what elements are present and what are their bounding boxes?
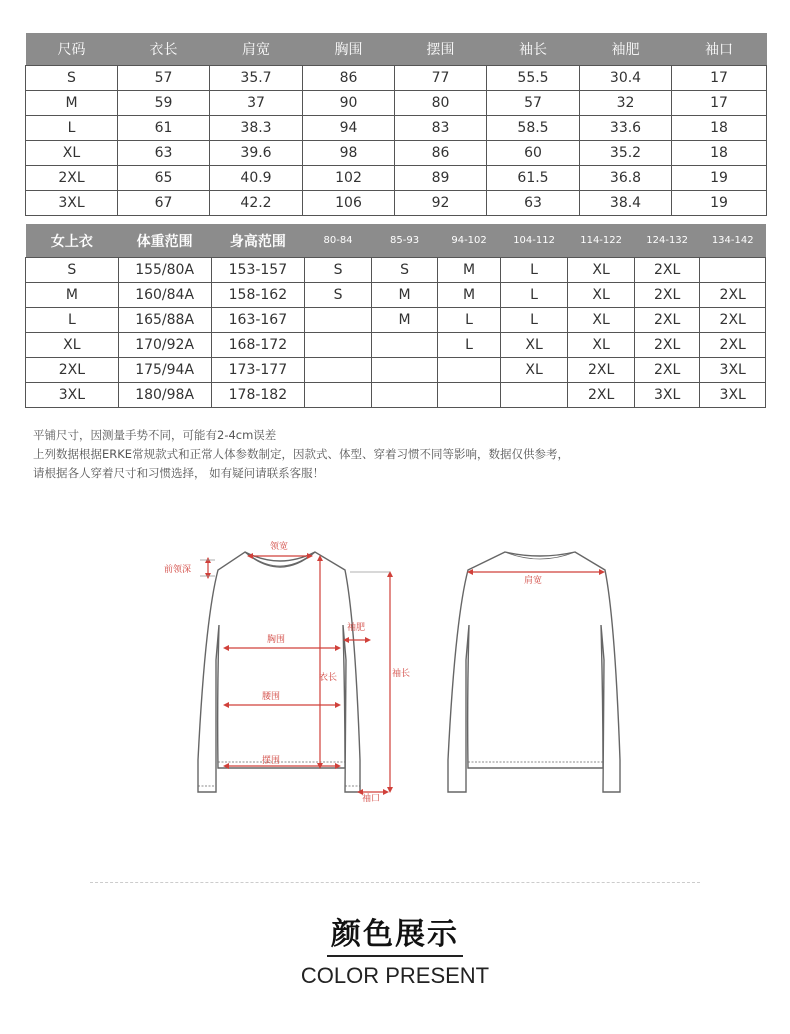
table-cell: 65 xyxy=(118,166,210,191)
table-cell: L xyxy=(500,308,568,333)
color-section-title-text: 颜色展示 xyxy=(327,917,463,957)
column-header: 摆围 xyxy=(395,33,487,66)
table-cell: 2XL xyxy=(634,258,700,283)
table-cell: 58.5 xyxy=(487,116,580,141)
table-cell: 38.4 xyxy=(580,191,672,216)
table-cell: 106 xyxy=(303,191,395,216)
table-cell: 30.4 xyxy=(580,66,672,91)
table-cell: 35.2 xyxy=(580,141,672,166)
table-row xyxy=(26,191,767,216)
column-header: 袖口 xyxy=(672,33,767,66)
table-cell: 168-172 xyxy=(211,333,305,358)
table-cell: 86 xyxy=(303,66,395,91)
table-cell: L xyxy=(26,308,119,333)
table-cell: 83 xyxy=(395,116,487,141)
table-cell: 2XL xyxy=(568,358,635,383)
table-cell: L xyxy=(26,116,118,141)
table-cell: 18 xyxy=(672,141,767,166)
table-cell: S xyxy=(305,258,372,283)
column-header: 胸围 xyxy=(303,33,395,66)
table-cell: 2XL xyxy=(26,166,118,191)
note-line: 平铺尺寸，因测量手势不同，可能有2-4cm误差 xyxy=(33,428,277,442)
table-cell: 37 xyxy=(210,91,303,116)
table-cell: 178-182 xyxy=(211,383,305,408)
table-cell: L xyxy=(500,258,568,283)
table-cell: 18 xyxy=(672,116,767,141)
table-cell: 165/88A xyxy=(118,308,211,333)
table-cell xyxy=(305,383,372,408)
women-size-table-header xyxy=(26,224,766,258)
table-cell: S xyxy=(305,283,372,308)
table-cell xyxy=(500,383,568,408)
table-cell: XL xyxy=(568,283,635,308)
table-cell: L xyxy=(500,283,568,308)
column-header: 女上衣 xyxy=(26,224,119,258)
table-cell: 163-167 xyxy=(211,308,305,333)
table-cell: 86 xyxy=(395,141,487,166)
table-cell: 2XL xyxy=(26,358,119,383)
table-cell: 158-162 xyxy=(211,283,305,308)
table-cell: 40.9 xyxy=(210,166,303,191)
measurement-diagram xyxy=(150,530,650,820)
table-cell: 175/94A xyxy=(118,358,211,383)
column-header: 袖肥 xyxy=(580,33,672,66)
column-header: 80-84 xyxy=(305,224,372,258)
table-cell: L xyxy=(438,333,501,358)
women-size-table xyxy=(25,224,766,408)
table-cell: 38.3 xyxy=(210,116,303,141)
table-cell: M xyxy=(438,283,501,308)
table-row xyxy=(26,308,766,333)
column-header: 134-142 xyxy=(700,224,766,258)
table-cell: 89 xyxy=(395,166,487,191)
table-cell: 57 xyxy=(118,66,210,91)
table-cell: 3XL xyxy=(26,383,119,408)
table-cell: 153-157 xyxy=(211,258,305,283)
table-cell: 60 xyxy=(487,141,580,166)
table-cell: 2XL xyxy=(634,333,700,358)
sleeve-length-label: 袖长 xyxy=(392,669,411,679)
table-cell: 80 xyxy=(395,91,487,116)
table-cell xyxy=(305,308,372,333)
table-row xyxy=(26,358,766,383)
table-cell: XL xyxy=(26,333,119,358)
shoulder-label: 肩宽 xyxy=(524,576,543,586)
table-cell: M xyxy=(438,258,501,283)
table-cell: 36.8 xyxy=(580,166,672,191)
table-cell: S xyxy=(371,258,438,283)
table-cell: M xyxy=(371,308,438,333)
table-cell: XL xyxy=(568,308,635,333)
column-header: 身高范围 xyxy=(211,224,305,258)
cuff-label: 袖口 xyxy=(362,794,381,804)
column-header: 尺码 xyxy=(26,33,118,66)
column-header: 124-132 xyxy=(634,224,700,258)
table-cell: 35.7 xyxy=(210,66,303,91)
table-cell: XL xyxy=(568,333,635,358)
table-cell: XL xyxy=(500,333,568,358)
table-row xyxy=(26,258,766,283)
section-divider xyxy=(90,882,700,883)
note-line: 请根据各人穿着尺寸和习惯选择， 如有疑问请联系客服！ xyxy=(33,466,325,480)
table-cell: XL xyxy=(568,258,635,283)
table-cell: 42.2 xyxy=(210,191,303,216)
column-header: 衣长 xyxy=(118,33,210,66)
table-cell: 17 xyxy=(672,66,767,91)
sleeve-width-label: 袖肥 xyxy=(347,623,366,633)
table-cell: 155/80A xyxy=(118,258,211,283)
column-header: 94-102 xyxy=(438,224,501,258)
color-section-subtitle: COLOR PRESENT xyxy=(300,963,490,988)
hem-label: 摆围 xyxy=(262,756,281,766)
table-cell: 2XL xyxy=(634,308,700,333)
collar-width-label: 领宽 xyxy=(270,542,289,552)
size-notes xyxy=(33,426,569,483)
table-cell: S xyxy=(26,66,118,91)
table-cell: 2XL xyxy=(700,308,766,333)
table-cell: 39.6 xyxy=(210,141,303,166)
table-cell: 98 xyxy=(303,141,395,166)
size-table xyxy=(25,33,767,216)
table-cell: 2XL xyxy=(568,383,635,408)
table-row xyxy=(26,333,766,358)
column-header: 肩宽 xyxy=(210,33,303,66)
column-header: 体重范围 xyxy=(118,224,211,258)
table-cell: 63 xyxy=(118,141,210,166)
table-row xyxy=(26,91,767,116)
chest-label: 胸围 xyxy=(267,635,286,645)
table-cell: XL xyxy=(500,358,568,383)
table-cell xyxy=(371,358,438,383)
table-cell: 2XL xyxy=(634,283,700,308)
table-cell: M xyxy=(371,283,438,308)
table-cell: L xyxy=(438,308,501,333)
table-cell: 170/92A xyxy=(118,333,211,358)
table-cell xyxy=(438,383,501,408)
table-row xyxy=(26,66,767,91)
table-cell xyxy=(438,358,501,383)
table-cell: 67 xyxy=(118,191,210,216)
table-cell: 3XL xyxy=(700,358,766,383)
table-cell: 90 xyxy=(303,91,395,116)
table-cell: 92 xyxy=(395,191,487,216)
table-row xyxy=(26,116,767,141)
table-cell: XL xyxy=(26,141,118,166)
table-cell: 17 xyxy=(672,91,767,116)
note-line: 上列数据根据ERKE常规款式和正常人体参数制定，因款式、体型、穿着习惯不同等影响，数据仅供参考， xyxy=(33,447,570,461)
garment-illustration xyxy=(150,530,650,820)
table-cell: 32 xyxy=(580,91,672,116)
waist-label: 腰围 xyxy=(262,692,281,702)
column-header: 85-93 xyxy=(371,224,438,258)
back-shirt xyxy=(448,552,620,792)
table-cell: 57 xyxy=(487,91,580,116)
table-cell xyxy=(305,358,372,383)
table-row xyxy=(26,383,766,408)
table-cell: 94 xyxy=(303,116,395,141)
table-cell: 173-177 xyxy=(211,358,305,383)
table-cell: 63 xyxy=(487,191,580,216)
column-header: 104-112 xyxy=(500,224,568,258)
size-table-header xyxy=(26,33,767,66)
table-cell: 19 xyxy=(672,191,767,216)
table-cell: 3XL xyxy=(634,383,700,408)
table-cell: 180/98A xyxy=(118,383,211,408)
table-cell: 61 xyxy=(118,116,210,141)
table-cell xyxy=(371,333,438,358)
table-row xyxy=(26,141,767,166)
table-cell: 77 xyxy=(395,66,487,91)
column-header: 114-122 xyxy=(568,224,635,258)
table-cell: 61.5 xyxy=(487,166,580,191)
table-cell: 19 xyxy=(672,166,767,191)
table-cell: 102 xyxy=(303,166,395,191)
table-cell: M xyxy=(26,91,118,116)
body-length-label: 衣长 xyxy=(319,673,338,683)
table-cell: 2XL xyxy=(700,283,766,308)
color-section-title xyxy=(0,909,790,953)
table-cell: 59 xyxy=(118,91,210,116)
table-cell: 2XL xyxy=(634,358,700,383)
table-cell: 3XL xyxy=(26,191,118,216)
front-neck-depth-label: 前领深 xyxy=(164,565,192,575)
table-cell xyxy=(305,333,372,358)
table-cell: 33.6 xyxy=(580,116,672,141)
table-cell: S xyxy=(26,258,119,283)
table-cell: 2XL xyxy=(700,333,766,358)
table-cell xyxy=(371,383,438,408)
table-cell xyxy=(700,258,766,283)
table-row xyxy=(26,166,767,191)
table-cell: 160/84A xyxy=(118,283,211,308)
table-cell: 3XL xyxy=(700,383,766,408)
table-cell: 55.5 xyxy=(487,66,580,91)
table-row xyxy=(26,283,766,308)
column-header: 袖长 xyxy=(487,33,580,66)
table-cell: M xyxy=(26,283,119,308)
